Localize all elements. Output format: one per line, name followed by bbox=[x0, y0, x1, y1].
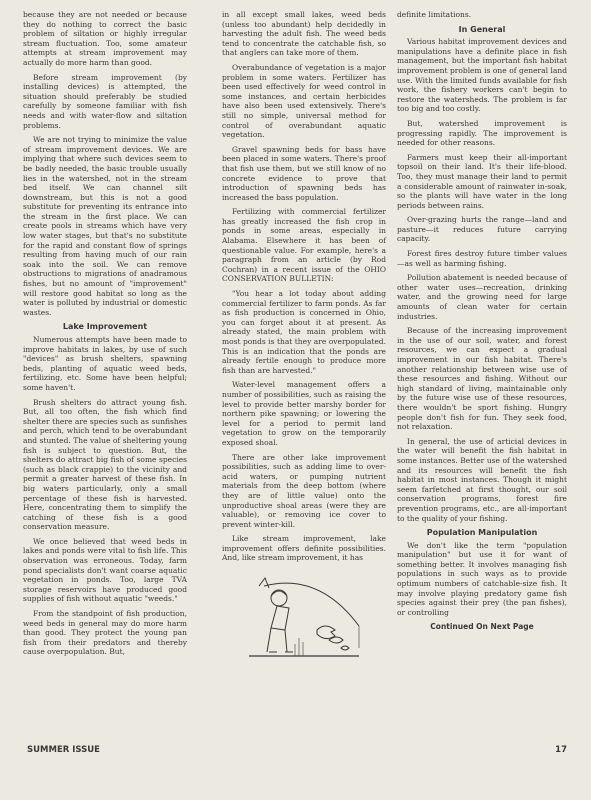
paragraph: Pollution abatement is needed because of other water uses—recreation, drinking water, and the growing need for large amounts of clean water for certain industries. bbox=[397, 273, 567, 321]
column-2 bbox=[222, 10, 386, 668]
paragraph: Fertilizing with commercial fertilizer has greatly increased the fish crop in ponds in some areas, especially in Alabama. Elsewhere it has been of questionable value. For example, here's a paragraph from an article (by Rod Cochran) in a recent issue of the OHIO CONSERVATION BULLETIN: bbox=[222, 207, 386, 284]
paragraph: Gravel spawning beds for bass have been placed in some waters. There's proof that fish use them, but we still know of no concrete evidence to prove that introduction of spawning beds has increased the bass population. bbox=[222, 144, 386, 202]
paragraph: Brush shelters do attract young fish. But, all too often, the fish which find shelter there are species such as sunfishes and perch, which tend to be overabundant and stunted. The value of sheltering young fish is subject to question. But, the shelters do attract big fish of some species (such as black crappie) to the vicinity and permit a greater harvest of these fish. In big waters particularly, only a small percentage of these fish is harvested. Here, concentrating them to simplify the catching of these fish is a good conservation measure. bbox=[23, 397, 187, 532]
continued-note: Continued On Next Page bbox=[430, 622, 534, 632]
issue-label: SUMMER ISSUE bbox=[27, 745, 100, 755]
paragraph: Numerous attempts have been made to improve habitats in lakes, by use of such "devices" as brush shelters, spawning beds, planting of aquatic weed beds, fertilizing, etc. Some have been helpful; some haven't. bbox=[23, 335, 187, 392]
paragraph: Forest fires destroy future timber values—as well as harming fishing. bbox=[397, 249, 567, 268]
page-footer bbox=[27, 745, 567, 757]
paragraph: definite limitations. bbox=[397, 10, 472, 19]
paragraph: because they are not needed or because they do nothing to correct the basic problem of siltation or highly irregular stream fluctuation. Too, some amateur attempts at stream improvement may actually do more harm than good. bbox=[23, 10, 187, 67]
section-heading: Population Manipulation bbox=[426, 528, 538, 538]
paragraph: From the standpoint of fish production, weed beds in general may do more harm than good. They protect the young pan fish from their predators and thereby cause overpopulation. But, bbox=[23, 609, 187, 657]
page-number: 17 bbox=[555, 745, 567, 755]
paragraph: in all except small lakes, weed beds (unless too abundant) help decidedly in harvesting the adult fish. The weed beds tend to concentrate the catchable fish, so that anglers can take more of them. bbox=[222, 10, 386, 58]
section-heading: Lake Improvement bbox=[62, 322, 148, 332]
paragraph: Like stream improvement, lake improvement offers definite possibilities. And, like stream improvement, it has bbox=[222, 534, 386, 563]
paragraph: Water-level management offers a number of possibilities, such as raising the level to provide better marshy border for northern pike spawning; or lowering the level for a period to permit land vegetation to grow on the temporarily exposed shoal. bbox=[222, 380, 386, 447]
paragraph: We once believed that weed beds in lakes and ponds were vital to fish life. This observation was erroneous. Today, farm pond specialists don't want coarse aquatic vegetation in ponds. Too, large TVA storage reservoirs have produced good supplies of fish without aquatic "weeds." bbox=[23, 536, 187, 604]
section-heading: In General bbox=[458, 24, 506, 34]
paragraph: Various habitat improvement devices and manipulations have a definite place in fish management, but the important fish habitat improvement problem is one of general land use. With the limited funds available for fish work, the fishery workers can't begin to restore the watersheds. The problem is far too big and too costly. bbox=[397, 37, 567, 114]
paragraph: Overabundance of vegetation is a major problem in some waters. Fertilizer has been used effectively for weed control in some instances, and certain herbicides have also been used extensively. There's still no simple, universal method for control of overabundant aquatic vegetation. bbox=[222, 62, 386, 140]
quote-paragraph: "You hear a lot today about adding commercial fertilizer to farm ponds. As far as fish production is concerned in Ohio, you can forget about it at present. As already stated, the main problem with most ponds is that they are overpopulated. This is an indication that the ponds are already fertile enough to produce more fish than are harvested." bbox=[222, 289, 386, 375]
paragraph: There are other lake improvement possibilities, such as adding lime to over-acid waters, or pumping nutrient materials from the deep bottom (where they are of little value) onto the unproductive shoal areas (were they are valuable), or removing ice cover to prevent winter-kill. bbox=[222, 452, 386, 529]
paragraph: Farmers must keep their all-important topsoil on their land. It's their life-blood. Too, they must manage their land to permit a considerable amount of rainwater in-soak, so the plants will have water in the long periods between rains. bbox=[397, 152, 567, 210]
fishing-illustration bbox=[229, 568, 379, 668]
paragraph: Before stream improvement (by installing devices) is attempted, the situation should preferably be studied carefully by someone familiar with fish needs and with water-flow and siltation problems. bbox=[23, 72, 187, 130]
paragraph: Because of the increasing improvement in the use of our soil, water, and forest resources, we can expect a gradual improvement in our fish habitat. There's another relationship between wise use of these resources and fishing. Without our high standard of living, maintainable only by the future wise use of these resources, there wouldn't be sport fishing. Hungry people don't fish for fun. They seek food, not relaxation. bbox=[397, 326, 567, 432]
column-1 bbox=[23, 10, 187, 662]
paragraph: We don't like the term "population manipulation" but use it for want of something better. It involves managing fish populations in such ways as to provide optimum numbers of catchable-size fish. It may involve playing predatory game fish species against their prey (the pan fishes), or controlling bbox=[397, 540, 567, 617]
paragraph: We are not trying to minimize the value of stream improvement devices. We are implying that where such devices seem to be badly needed, the basic trouble usually lies in the watershed, not in the stream bed itself. We can channel silt downstream, but this is not a good substitute for preventing its entrance into the stream in the first place. We can create pools in streams which have very low water stages, but that's no substitute for the rapid and constant flow of springs resulting from having much of our rain soak into the soil. We can remove obstructions to migrations of anadramous fishes, but no amount of "improvement" will restore good habitat so long as the water is polluted by industrial or domestic wastes. bbox=[23, 135, 187, 317]
paragraph: Over-grazing hurts the range—land and pasture—it reduces future carrying capacity. bbox=[397, 215, 567, 244]
paragraph: In general, the use of articial devices in the water will benefit the fish habitat in some instances. Better use of the watershed and its resources will benefit the fish habitat in most instances. Though it might seem farfetched at first thought, our soil conservation programs, forest fire prevention programs, etc., are all-important to the quality of your fishing. bbox=[397, 436, 567, 523]
column-3 bbox=[397, 10, 567, 632]
paragraph: But, watershed improvement is progressing rapidly. The improvement is needed for other reasons. bbox=[397, 118, 567, 148]
